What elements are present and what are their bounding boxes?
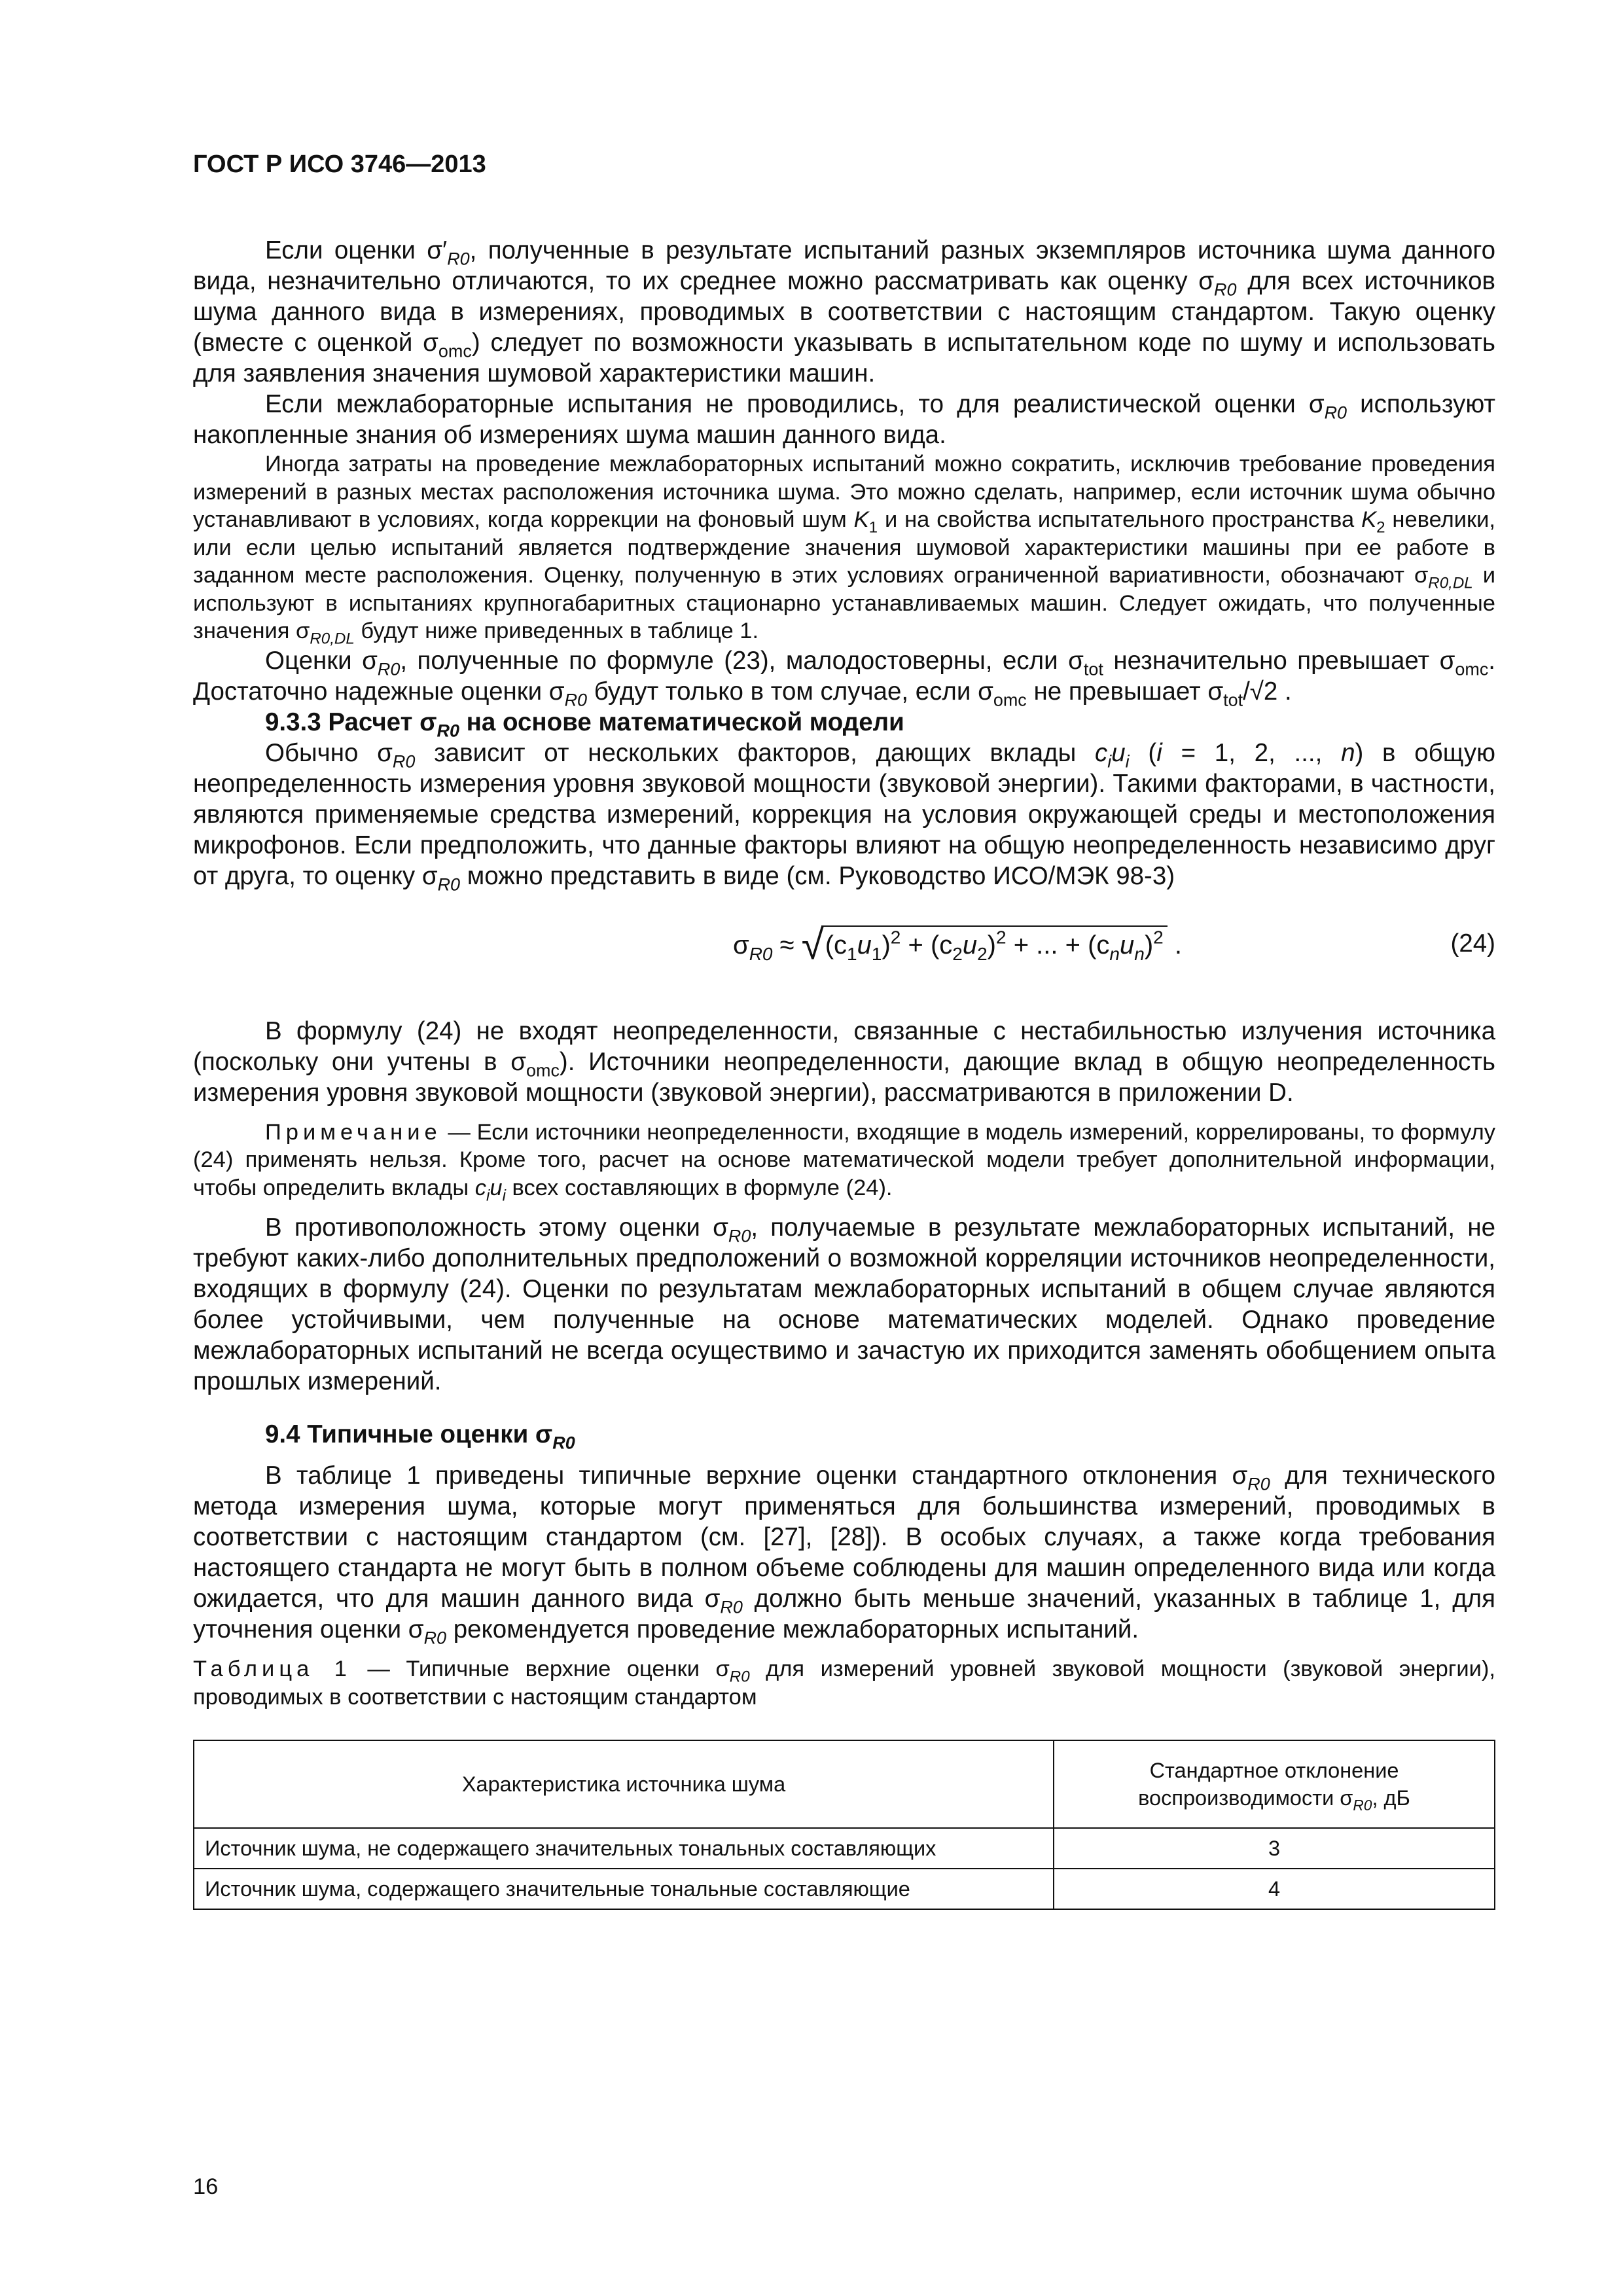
paragraph-1: Если оценки $\sigma'_{R0}$, полученные в результате испытаний разных экземпляров источника шума данного вида, незначительно отличаются, то их среднее можно рассматривать как оценку $\sigma_{R0}$ для всех источников шума данного вида в измерениях, проводимых в соответствии с настоящим стандартом. Такую оценку (вместе с оценкой $\sigma_{omc}$) следует по возможности указывать в испытательном коде по шуму и использовать для заявления значения шумовой характеристики машин. bbox=[193, 236, 1495, 387]
paragraph-5: Обычно $\sigma_{R0}$ зависит от нескольких факторов, дающих вклады $c_iu_i$ (i = 1, 2, ..., n) в общую неопределенность измерения уровня звуковой мощности (звуковой энергии). Такими факторами, в частности, являются применяемые средства измерений, коррекция на условия окружающей среды и местоположения микрофонов. Если предположить, что данные факторы влияют на общую неопределенность независимо друг от друга, то оценку $\sigma_{R0}$ можно представить в виде (см. Руководство ИСО/МЭК 98-3) bbox=[193, 738, 1495, 894]
formula-expression: $\sigma_{R0} \approx √(c_1u_1)^2 + (c_2u_2)^2$ + ... + $(c_nu_n)^2$ . bbox=[733, 922, 1182, 968]
table-cell-label: Источник шума, содержащего значительные тональные составляющие bbox=[194, 1869, 1054, 1909]
paragraph-4: Оценки $\sigma_{R0}$, полученные по формуле (23), малодостоверны, если $\sigma_{tot}$ незначительно превышает $\sigma_{omc}$. Достаточно надежные оценки $\sigma_{R0}$ будут только в том случае, если $\sigma_{omc}$ не превышает $\sigma_{tot}/√2$ . bbox=[193, 646, 1495, 709]
paragraph-2: Если межлабораторные испытания не проводились, то для реалистической оценки $\sigma_{R0}$ используют накопленные знания об измерениях шума машин данного вида. bbox=[193, 390, 1495, 449]
document-page bbox=[193, 151, 1495, 1910]
section-heading-9-4: 9.4 Типичные оценки $\sigma_{R0}$ bbox=[265, 1420, 575, 1453]
table-cell-value: 3 bbox=[1054, 1828, 1495, 1869]
equation-number: (24) bbox=[1450, 929, 1495, 958]
radicand: $(c_1u_1)^2 + (c_2u_2)^2$ + ... + $(c_nu_n)^2$ bbox=[821, 925, 1168, 960]
paragraph-6: В формулу (24) не входят неопределенности, связанные с нестабильностью излучения источника (поскольку они учтены в $\sigma_{omc}$). Источники неопределенности, дающие вклад в общую неопределенность измерения уровня звуковой мощности (звуковой энергии), рассматриваются в приложении D. bbox=[193, 1016, 1495, 1107]
paragraph-7: В противоположность этому оценки $\sigma_{R0}$, получаемые в результате межлабораторных испытаний, не требуют каких-либо дополнительных предположений о возможной корреляции источников неопределенности, входящих в формулу (24). Оценки по результатам межлабораторных испытаний в общем случае являются более устойчивыми, чем полученные на основе математических моделей. Однако проведение межлабораторных испытаний не всегда осуществимо и зачастую их приходится заменять обобщением опыта прошлых измерений. bbox=[193, 1213, 1495, 1395]
table-cell-label: Источник шума, не содержащего значительных тональных составляющих bbox=[194, 1828, 1054, 1869]
table-caption: Таблица 1 — Типичные верхние оценки $\sigma_{R0}$ для измерений уровней звуковой мощности (звуковой энергии), проводимых в соответствии с настоящим стандартом bbox=[193, 1657, 1495, 1710]
section-heading-9-3-3: 9.3.3 Расчет $\sigma_{R0}$ на основе математической модели bbox=[265, 708, 904, 740]
table-header-row bbox=[194, 1740, 1495, 1828]
paragraph-3-small: Иногда затраты на проведение межлабораторных испытаний можно сократить, исключив требование проведения измерений в разных местах расположения источника шума. Это можно сделать, например, если источник шума обычно устанавливают в условиях, когда коррекции на фоновый шум $K_1$ и на свойства испытательного пространства $K_2$ невелики, или если целью испытаний является подтверждение значения шумовой характеристики машины при ее работе в заданном месте расположения. Оценку, полученную в этих условиях ограниченной вариативности, обозначают $\sigma_{R0,DL}$ и используют в испытаниях крупногабаритных стационарно устанавливаемых машин. Следует ожидать, что полученные значения $\sigma_{R0,DL}$ будут ниже приведенных в таблице 1. bbox=[193, 452, 1495, 648]
table-row bbox=[194, 1869, 1495, 1909]
table-header-characteristic: Характеристика источника шума bbox=[194, 1740, 1054, 1828]
table-1 bbox=[193, 1740, 1495, 1910]
paragraph-8: В таблице 1 приведены типичные верхние оценки стандартного отклонения $\sigma_{R0}$ для технического метода измерения шума, которые могут применяться для большинства измерений, проводимых в соответствии с настоящим стандартом (см. [27], [28]). В особых случаях, а также когда требования настоящего стандарта не могут быть в полном объеме соблюдены для машин определенного вида или когда ожидается, что для машин данного вида $\sigma_{R0}$ должно быть меньше значений, указанных в таблице 1, для уточнения оценки $\sigma_{R0}$ рекомендуется проведение межлабораторных испытаний. bbox=[193, 1462, 1495, 1648]
table-header-deviation: Стандартное отклонение воспроизводимости $\sigma_{R0}$, дБ bbox=[1054, 1740, 1495, 1828]
table-row bbox=[194, 1828, 1495, 1869]
formula-24 bbox=[193, 906, 1495, 992]
square-root-sign: √ bbox=[801, 922, 824, 968]
document-header: ГОСТ Р ИСО 3746—2013 bbox=[193, 151, 486, 178]
page-number: 16 bbox=[193, 2174, 219, 2199]
note-label: Примечание bbox=[265, 1119, 442, 1145]
table-caption-label: Таблица 1 bbox=[193, 1657, 351, 1681]
table-cell-value: 4 bbox=[1054, 1869, 1495, 1909]
note: Примечание — Если источники неопределенности, входящие в модель измерений, коррелированы, то формулу (24) применять нельзя. Кроме того, расчет на основе математической модели требует дополнительной информации, чтобы определить вклады $c_iu_i$ всех составляющих в формуле (24). bbox=[193, 1119, 1495, 1204]
